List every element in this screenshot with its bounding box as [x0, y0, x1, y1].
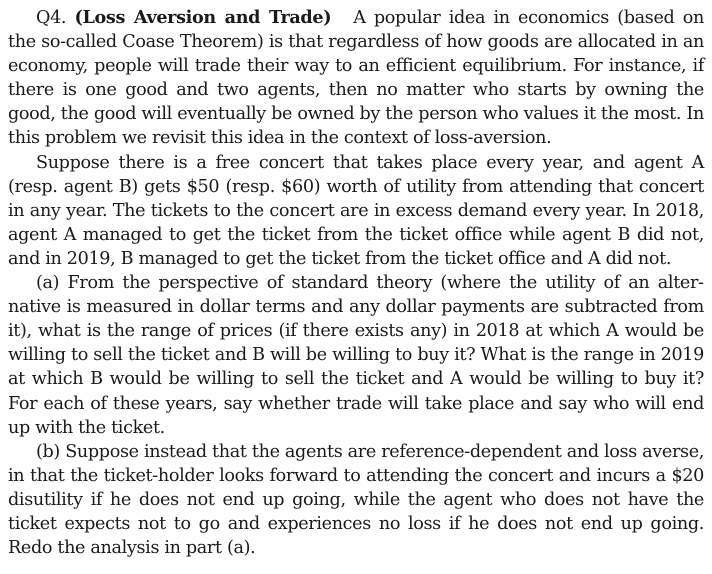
setup-paragraph: Suppose there is a free concert that takes place every year, and agent A (resp. agent B) gets $50 (resp. $60) worth of utility from attending that concert in any year. The tickets to the concert are in excess demand every year. In 2018, agent A managed to get the ticket from the ticket office while agent B did not, and in 2019, B managed to get the ticket from the ticket office and A did not.	[8, 152, 704, 269]
part-a-paragraph: (a) From the perspective of standard theory (where the utility of an alternative is measured in dollar terms and any dollar payments are subtracted from it), what is the range of prices (if there exists any) in 2018 at which A would be willing to sell the ticket and B will be willing to buy it? What is the range in 2019 at which B would be willing to sell the ticket and A would be willing to buy it? For each of these years, say whether trade will take place and say who will end up with the ticket.	[8, 273, 704, 438]
question-number: Q4.	[36, 8, 67, 28]
question-intro-paragraph	[8, 6, 704, 151]
part-b-paragraph: (b) Suppose instead that the agents are reference-dependent and loss averse, in that the ticket-holder looks forward to attending the concert and incurs a $20 disutility if he does not end up going, while the agent who does not have the ticket expects not to go and experiences no loss if he does not end up going. Redo the analysis in part (a).	[8, 441, 704, 559]
question-intro-text: A popular idea in economics (based on the so-called Coase Theorem) is that regardless of how goods are allocated in an economy, people will trade their way to an efficient equilibrium. For instance, if there is one good and two agents, then no matter who starts by owning the good, the good will eventually be owned by the person who values it the most. In this problem we revisit this idea in the context of loss-aversion.	[8, 8, 704, 149]
question-title: (Loss Aversion and Trade)	[74, 7, 332, 28]
